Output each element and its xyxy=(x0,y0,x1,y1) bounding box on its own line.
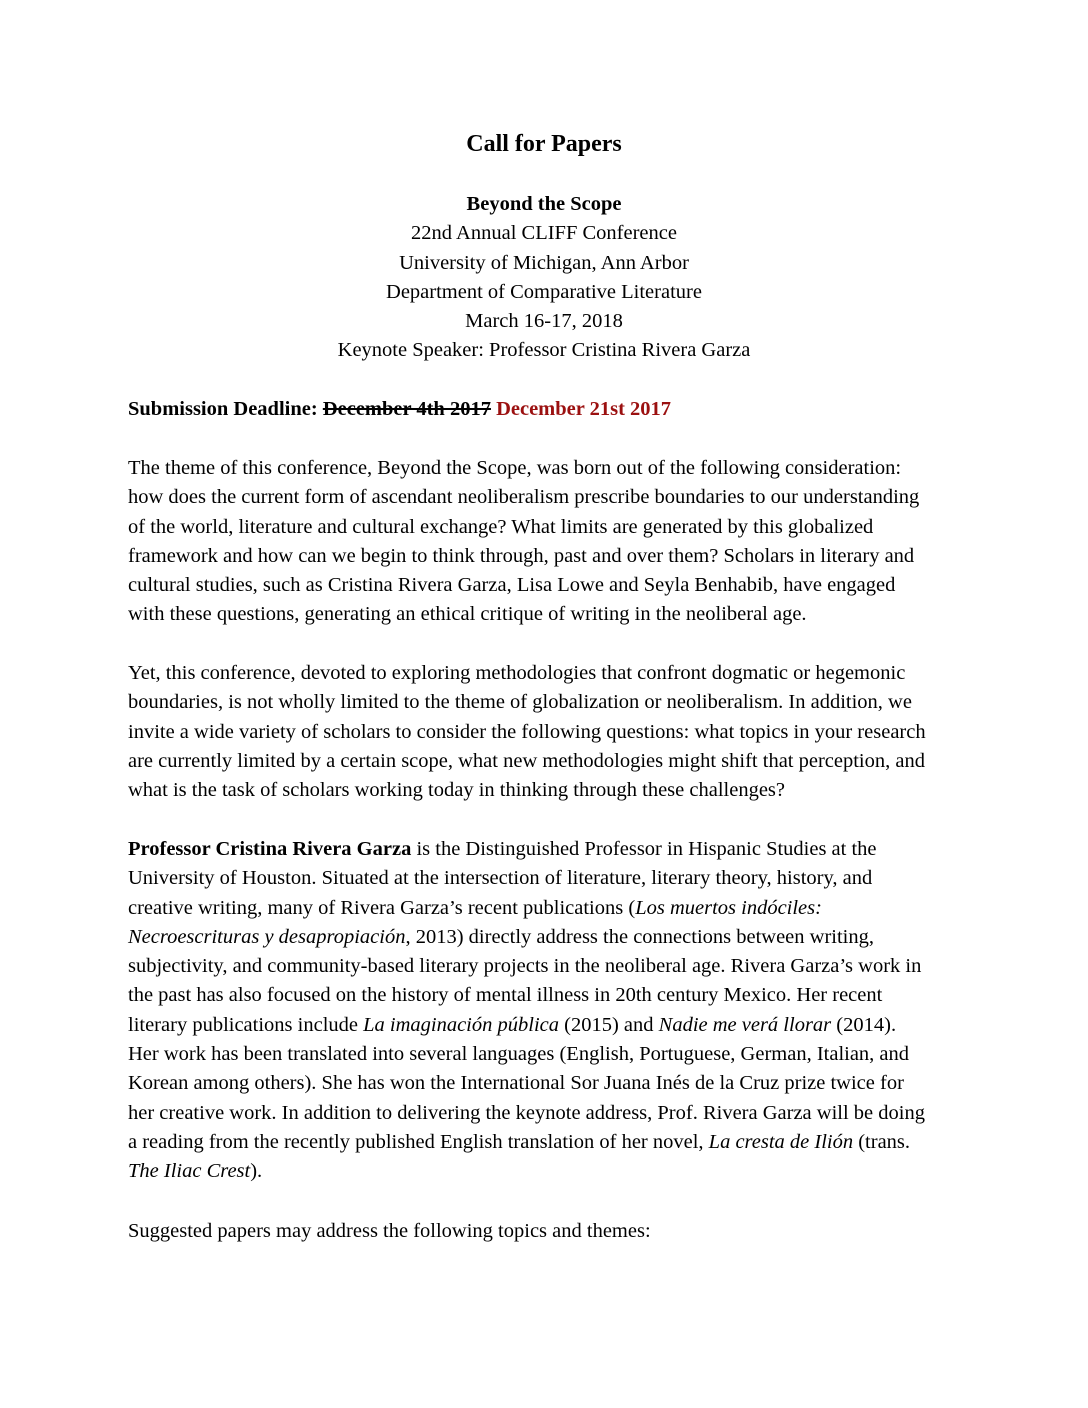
book-title: Nadie me verá llorar xyxy=(658,1013,832,1036)
text-line: subjectivity, and community-based literary projects in the neoliberal age. Rivera Garza’s work in xyxy=(128,955,922,978)
text-line: are currently limited by a certain scope, what new methodologies might shift that perception, and xyxy=(128,749,925,772)
speaker-name: Professor Cristina Rivera Garza xyxy=(128,838,412,860)
conference-header xyxy=(0,190,1088,366)
keynote-speaker: Keynote Speaker: Professor Cristina Rivera Garza xyxy=(337,339,751,362)
text-line: boundaries, is not wholly limited to the theme of globalization or neoliberalism. In addition, we xyxy=(128,691,912,714)
conference-department: Department of Comparative Literature xyxy=(386,280,702,303)
text-line xyxy=(128,1157,964,1186)
book-title: La imaginación pública xyxy=(363,1013,559,1036)
text-line: her creative work. In addition to delivering the keynote address, Prof. Rivera Garza will be doing xyxy=(128,1101,925,1124)
text-line: how does the current form of ascendant neoliberalism prescribe boundaries to our understanding xyxy=(128,486,920,509)
text-span: (2014). xyxy=(831,1013,897,1036)
deadline-new-date: December 21st 2017 xyxy=(496,398,672,420)
conference-university: University of Michigan, Ann Arbor xyxy=(399,251,689,274)
paragraph-topics-intro xyxy=(128,1217,964,1246)
deadline-label: Submission Deadline: xyxy=(128,398,318,420)
text-line: framework and how can we begin to think through, past and over them? Scholars in literary and xyxy=(128,544,915,567)
text-span: a reading from the recently published English translation of her novel, xyxy=(128,1130,709,1153)
paragraph-invitation xyxy=(128,659,964,805)
text-span: , 2013) directly address the connections between writing, xyxy=(405,925,875,948)
deadline-old-date: December 4th 2017 xyxy=(322,398,491,420)
text-line: Yet, this conference, devoted to exploring methodologies that confront dogmatic or hegemonic xyxy=(128,662,906,684)
text-span: ). xyxy=(250,1160,263,1183)
text-line: The theme of this conference, Beyond the Scope, was born out of the following consideration: xyxy=(128,457,902,479)
book-title: The Iliac Crest xyxy=(128,1160,251,1183)
conference-dates: March 16-17, 2018 xyxy=(465,310,623,333)
paragraph-keynote-bio xyxy=(128,835,964,1187)
text-line: what is the task of scholars working today in thinking through these challenges? xyxy=(128,779,786,802)
text-line xyxy=(128,923,964,952)
text-line: with these questions, generating an ethical critique of writing in the neoliberal age. xyxy=(128,603,807,626)
text-line xyxy=(128,1128,964,1157)
text-span: (2015) and xyxy=(559,1013,659,1036)
submission-deadline xyxy=(128,395,671,424)
book-title: La cresta de Ilión xyxy=(708,1130,854,1153)
text-span: (trans. xyxy=(853,1130,911,1153)
text-line: of the world, literature and cultural exchange? What limits are generated by this globalized xyxy=(128,515,874,538)
text-line xyxy=(128,1011,964,1040)
paragraph-theme xyxy=(128,454,964,630)
text-line: University of Houston. Situated at the intersection of literature, literary theory, history, and xyxy=(128,867,873,890)
book-title: Los muertos indóciles: xyxy=(635,896,822,919)
text-line: the past has also focused on the history of mental illness in 20th century Mexico. Her recent xyxy=(128,984,883,1007)
text-line: Korean among others). She has won the International Sor Juana Inés de la Cruz prize twice for xyxy=(128,1072,904,1095)
text-span: creative writing, many of Rivera Garza’s recent publications ( xyxy=(128,896,636,919)
text-line xyxy=(128,835,964,864)
text-line: invite a wide variety of scholars to consider the following questions: what topics in your research xyxy=(128,720,926,743)
text-line: Her work has been translated into several languages (English, Portuguese, German, Italian, and xyxy=(128,1043,910,1066)
text-span: is the Distinguished Professor in Hispanic Studies at the xyxy=(411,838,877,860)
conference-edition: 22nd Annual CLIFF Conference xyxy=(411,222,677,245)
text-line xyxy=(128,894,964,923)
text-span: literary publications include xyxy=(128,1013,364,1036)
text-line: cultural studies, such as Cristina Rivera Garza, Lisa Lowe and Seyla Benhabib, have engaged xyxy=(128,574,896,597)
page-title: Call for Papers xyxy=(466,131,622,157)
conference-name: Beyond the Scope xyxy=(466,193,622,215)
text-line: Suggested papers may address the following topics and themes: xyxy=(128,1220,651,1242)
book-title: Necroescrituras y desapropiación xyxy=(128,925,406,948)
